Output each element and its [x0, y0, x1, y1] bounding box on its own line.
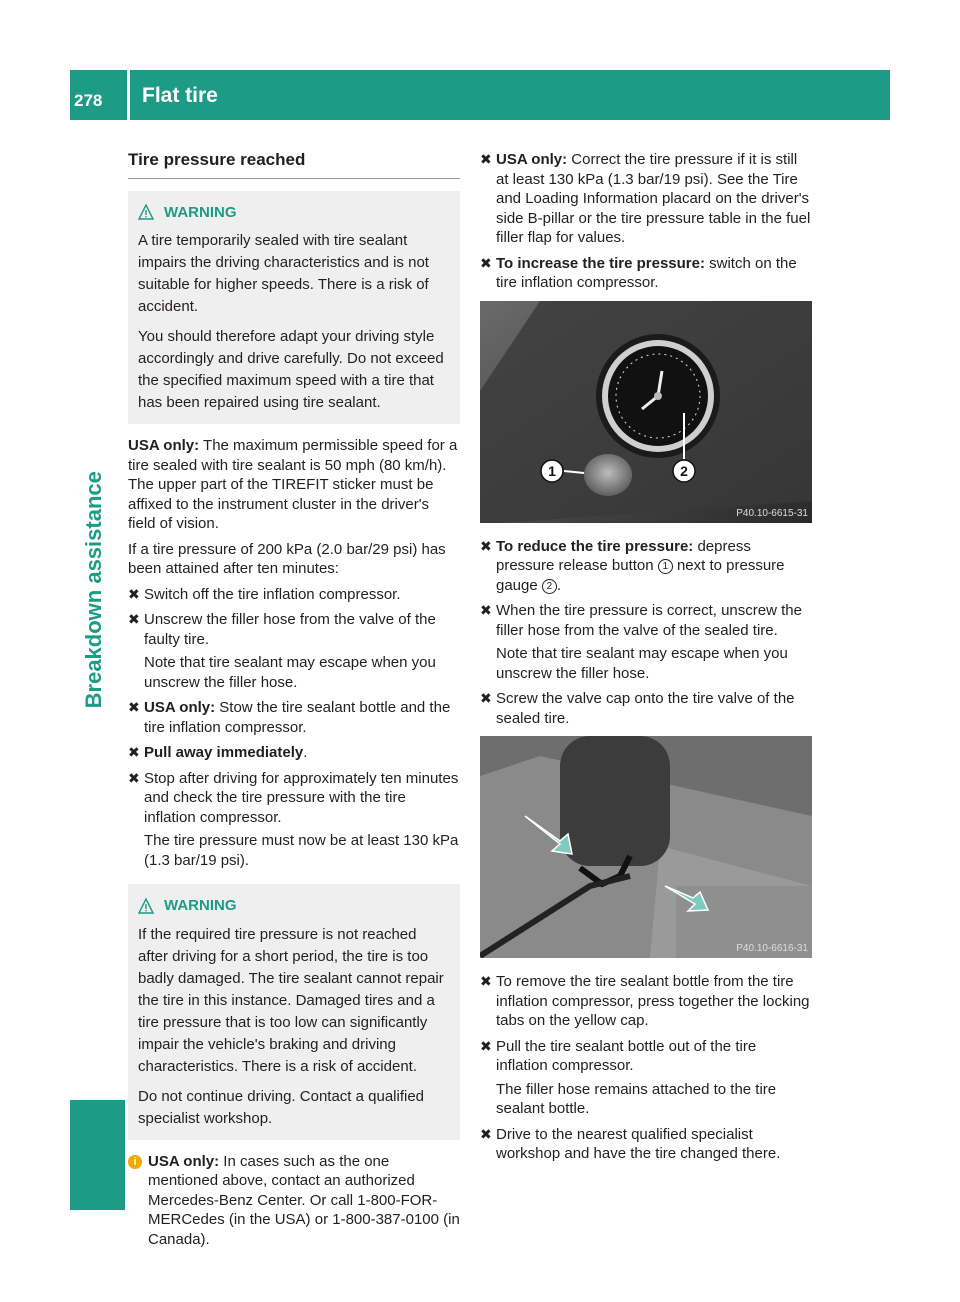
side-tab-label: Breakdown assistance: [81, 471, 107, 709]
step-item: [480, 537, 812, 596]
step-text: next to pressure gauge: [496, 557, 785, 594]
step-bullet-icon: ✖: [480, 1037, 492, 1054]
warning-paragraph: You should therefore adapt your driving style accordingly and drive carefully. Do not exceed the specified maximum speed with a tire that has been repaired using tire sealant.: [138, 328, 444, 411]
step-text: Stop after driving for approximately ten minutes and check the tire pressure with the tire inflation compressor.: [144, 769, 459, 826]
usa-only-label: USA only:: [128, 437, 200, 454]
step-text: Stow the tire sealant bottle and the tire inflation compressor.: [144, 699, 451, 736]
step-bullet-icon: ✖: [128, 744, 140, 760]
step-text: Switch off the tire inflation compressor.: [144, 585, 401, 603]
step-body: [144, 698, 460, 737]
step-text: depress pressure release button: [496, 537, 751, 574]
warning-box: [128, 884, 460, 1140]
step-label: To increase the tire pressure:: [496, 254, 705, 272]
step-item: [480, 1125, 812, 1164]
step-item: [480, 972, 812, 1031]
chapter-title: Flat tire: [142, 84, 218, 107]
step-body: [496, 1037, 812, 1119]
step-item: [128, 610, 460, 692]
step-note: Note that tire sealant may escape when you unscrew the filler hose.: [144, 654, 436, 691]
step-item: [128, 698, 460, 737]
info-note: [128, 1152, 460, 1250]
step-item: [480, 1037, 812, 1119]
step-item: [480, 689, 812, 728]
step-text: Unscrew the filler hose from the valve of the faulty tire.: [144, 611, 436, 648]
step-bullet-icon: ✖: [480, 537, 492, 554]
figure-callout-2: 2: [680, 462, 688, 479]
step-label: To reduce the tire pressure:: [496, 537, 694, 555]
info-text: In cases such as the one mentioned above, contact an authorized Mercedes-Benz Center. Or call 1-800-FOR-MERCedes (in the USA) or 1-800-387-0100 (in Canada).: [148, 1152, 460, 1248]
warning-paragraph: If the required tire pressure is not reached after driving for a short period, the tire is too badly damaged. The tire sealant cannot repair the tire in this instance. Damaged tires and a tire pressure that is too low can significantly impair the vehicle's braking and driving characteristics. There is a risk of accident.: [138, 925, 444, 1075]
step-bullet-icon: ✖: [480, 1125, 492, 1142]
step-bullet-icon: ✖: [128, 769, 140, 786]
step-bullet-icon: ✖: [480, 690, 492, 706]
warning-label: WARNING: [164, 203, 237, 221]
header-divider: [127, 70, 130, 120]
step-note: The tire pressure must now be at least 130 kPa (1.3 bar/19 psi).: [144, 832, 459, 869]
warning-paragraph: Do not continue driving. Contact a qualified specialist workshop.: [138, 1087, 425, 1127]
step-label: Pull away immediately: [144, 744, 304, 761]
step-bullet-icon: ✖: [128, 585, 140, 602]
left-column: [128, 150, 460, 1249]
step-item: [480, 254, 812, 293]
step-item: [128, 769, 460, 871]
step-text: Pull the tire sealant bottle out of the tire inflation compressor.: [496, 1037, 757, 1074]
page-number: 278: [74, 91, 103, 110]
step-bullet-icon: ✖: [480, 973, 492, 989]
figure-caption: P40.10-6615-31: [736, 507, 808, 519]
step-body: [144, 769, 460, 871]
step-item: [128, 743, 460, 763]
step-label: USA only:: [144, 699, 216, 716]
info-body: [148, 1152, 460, 1250]
step-body: [144, 743, 460, 763]
callout-ref-2: 2: [542, 579, 557, 594]
info-icon: i: [128, 1155, 142, 1169]
callout-ref-1: 1: [658, 559, 673, 574]
right-column: [480, 150, 812, 1170]
step-note: The filler hose remains attached to the tire sealant bottle.: [496, 1080, 777, 1117]
step-text: When the tire pressure is correct, unscrew the filler hose from the valve of the sealed tire.: [496, 602, 802, 639]
warning-header: [138, 896, 450, 916]
warning-box: [128, 191, 460, 425]
step-text: Screw the valve cap onto the tire valve of the sealed tire.: [496, 690, 795, 727]
sealant-bottle-illustration: [480, 736, 812, 958]
step-text: .: [303, 744, 308, 761]
usa-only-text: The maximum permissible speed for a tire sealed with tire sealant is 50 mph (80 km/h). The upper part of the TIREFIT sticker must be affixed to the instrument cluster in the driver's field of vision.: [128, 437, 458, 532]
step-bullet-icon: ✖: [480, 602, 492, 618]
info-label: USA only:: [148, 1152, 220, 1170]
figure-callout-1: 1: [548, 462, 556, 479]
side-tab: [68, 380, 120, 800]
compressor-gauge-image: [480, 301, 812, 523]
step-item: [480, 150, 812, 248]
section-title: Tire pressure reached: [128, 150, 460, 179]
figure-caption: P40.10-6616-31: [736, 943, 808, 954]
step-body: [496, 254, 812, 293]
compressor-gauge-illustration: [480, 301, 812, 523]
step-bullet-icon: ✖: [480, 254, 492, 271]
step-bullet-icon: ✖: [480, 151, 492, 167]
step-bullet-icon: ✖: [128, 611, 140, 627]
warning-header: [138, 203, 450, 223]
step-body: [496, 537, 812, 596]
step-text: switch on the tire inflation compressor.: [496, 254, 797, 291]
step-label: USA only:: [496, 151, 568, 168]
warning-label: WARNING: [164, 897, 237, 914]
step-body: [496, 150, 812, 248]
step-body: [496, 601, 812, 683]
step-text: Correct the tire pressure if it is still at least 130 kPa (1.3 bar/19 psi). See the Tire and Loading Information placard on the driver's side B-pillar or the tire pressure table in the fuel filler flap for values.: [496, 151, 811, 246]
step-text: Drive to the nearest qualified specialist workshop and have the tire changed there.: [496, 1125, 781, 1162]
step-text: .: [556, 576, 562, 594]
pressure-condition-text: If a tire pressure of 200 kPa (2.0 bar/29 psi) has been attained after ten minutes:: [128, 540, 446, 577]
step-text: To remove the tire sealant bottle from the tire inflation compressor, press together the locking tabs on the yellow cap.: [496, 973, 810, 1029]
step-body: [144, 610, 460, 692]
step-note: Note that tire sealant may escape when you unscrew the filler hose.: [496, 645, 788, 682]
usa-only-paragraph: [128, 436, 460, 534]
warning-paragraph: A tire temporarily sealed with tire sealant impairs the driving characteristics and is not suitable for higher speeds. There is a risk of accident.: [138, 232, 429, 315]
sealant-bottle-image: [480, 736, 812, 958]
warning-triangle-icon: [138, 204, 154, 220]
step-bullet-icon: ✖: [128, 699, 140, 715]
side-tab-block: [70, 1100, 125, 1210]
step-item: [480, 601, 812, 683]
warning-triangle-icon: [138, 898, 154, 914]
step-item: [128, 585, 460, 605]
